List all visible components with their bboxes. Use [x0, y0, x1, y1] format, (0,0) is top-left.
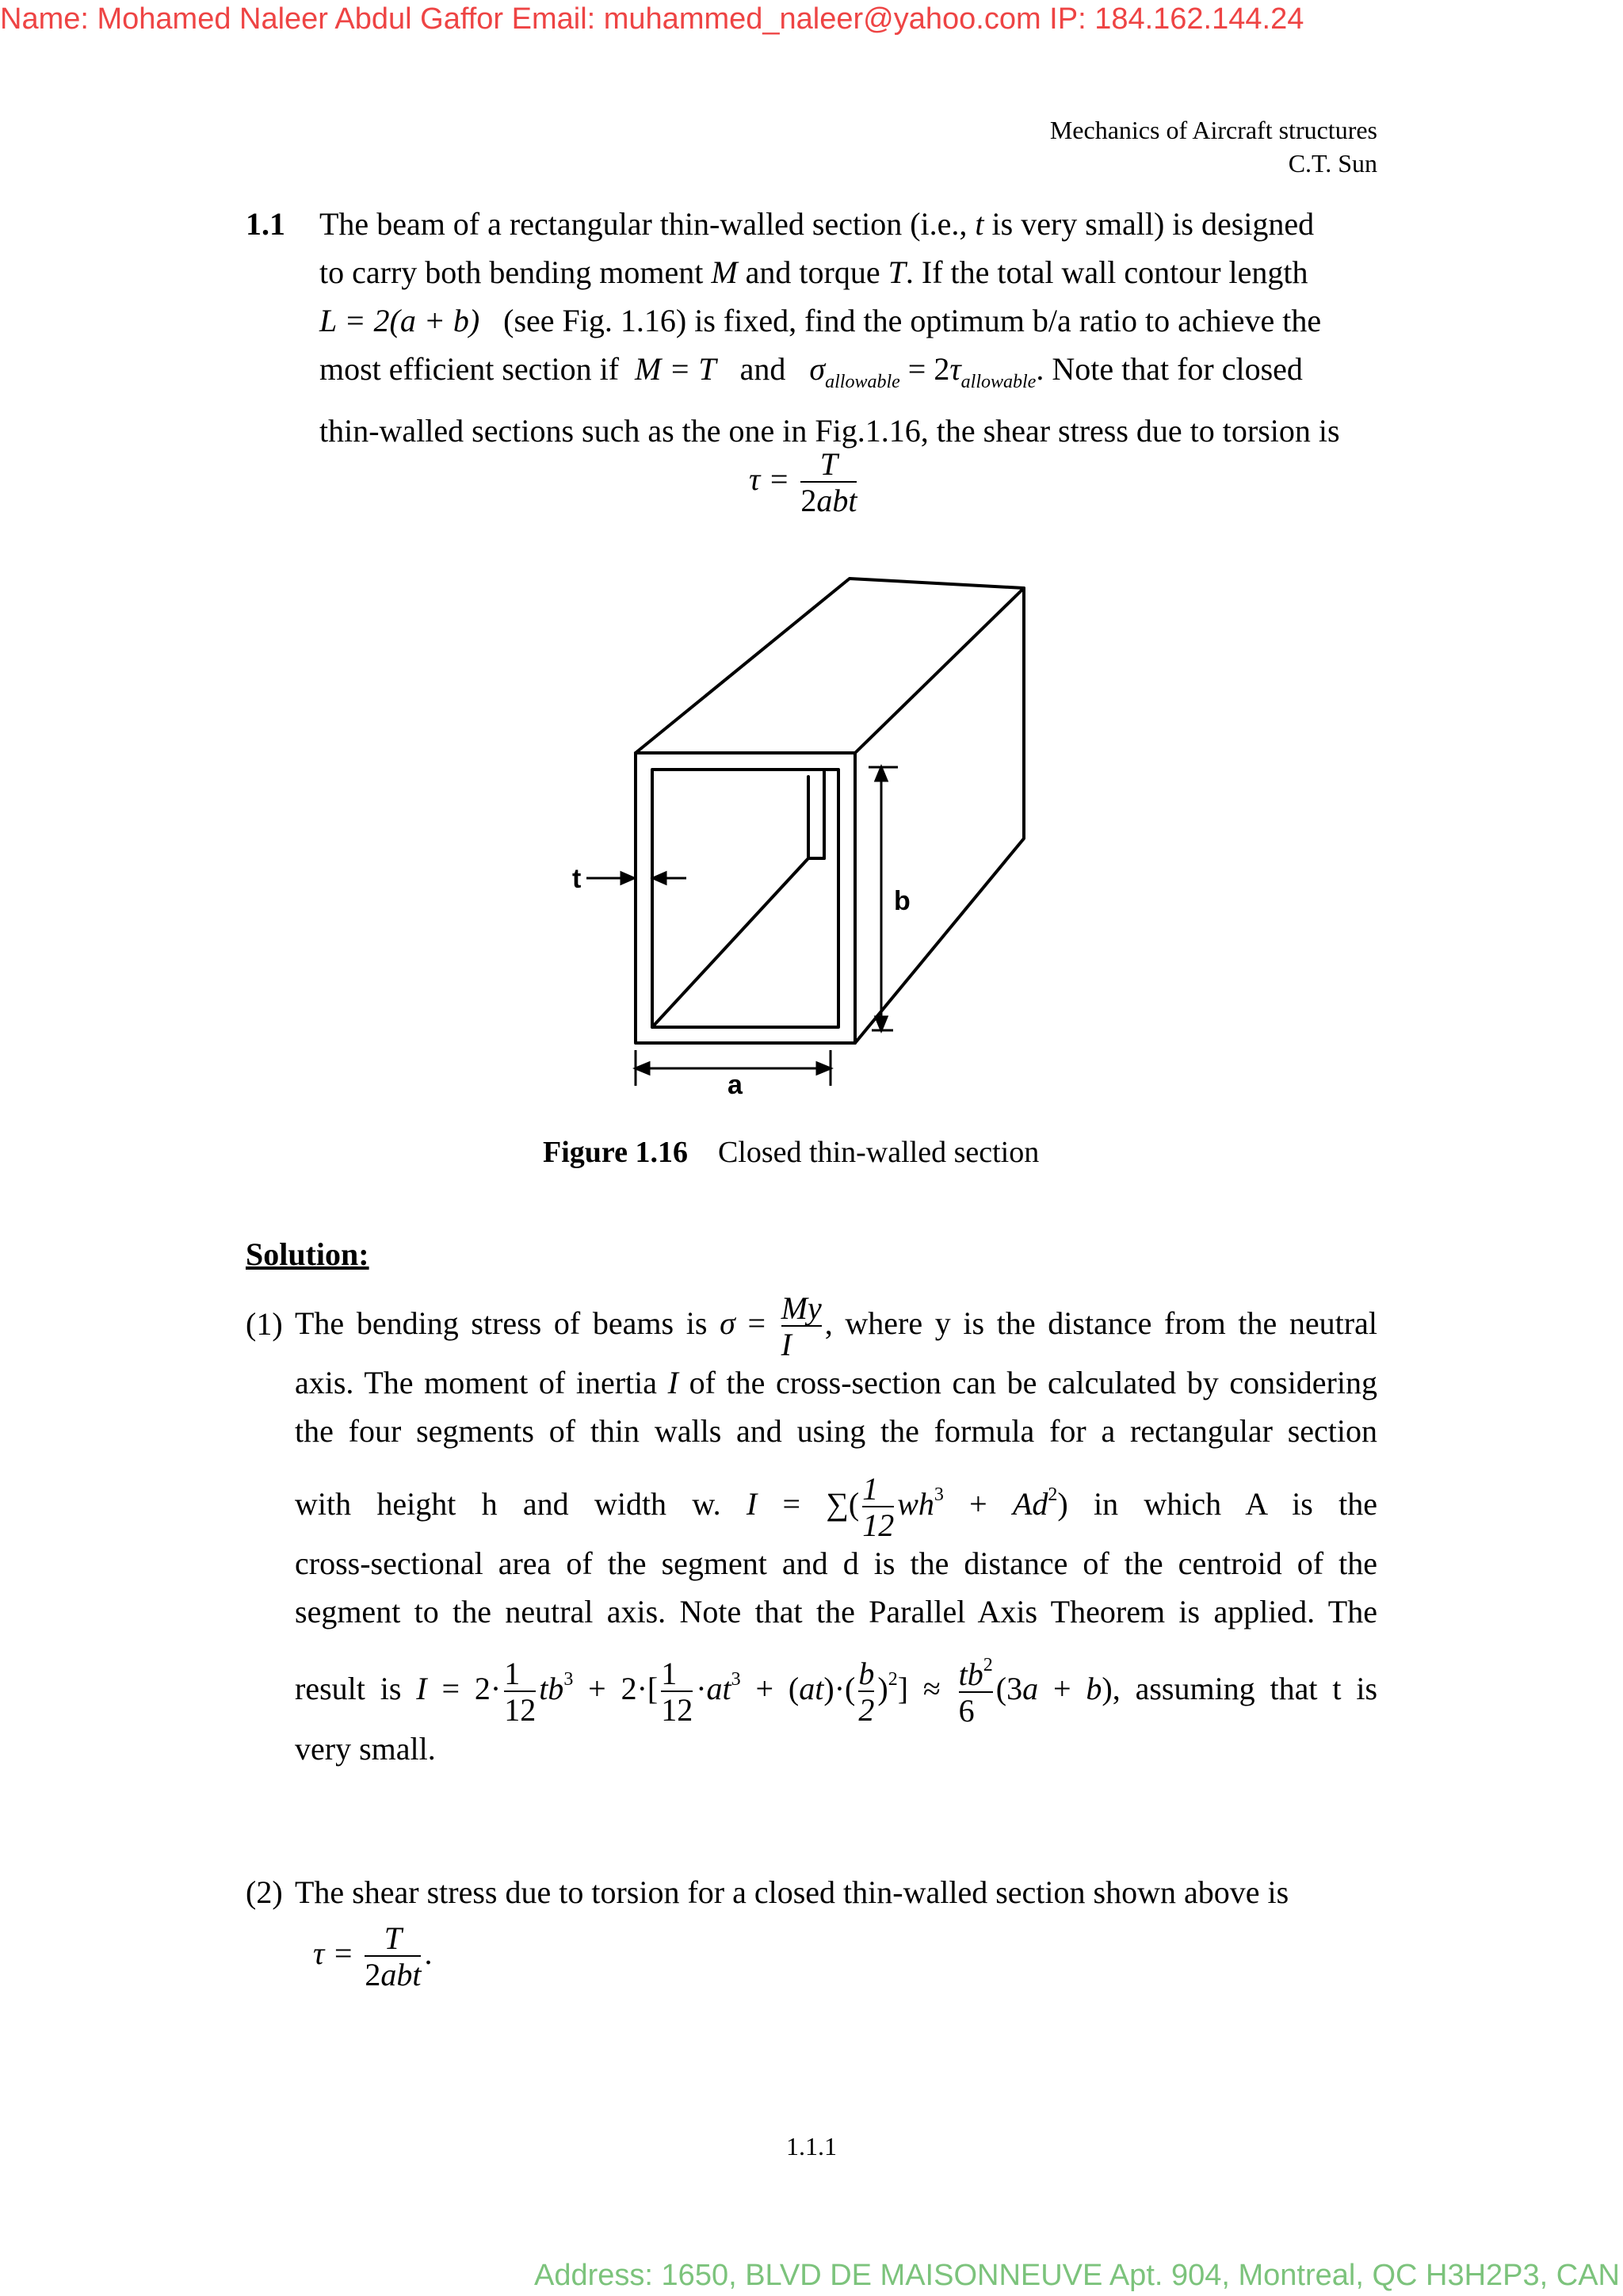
solution-step-2-number: (2) — [246, 1874, 283, 1910]
step-2-tau-end: . — [424, 1935, 433, 1972]
step-2-torsion-formula — [313, 1922, 432, 1992]
page-number: 1.1.1 — [786, 2132, 837, 2160]
step-2-tau-numerator: T — [384, 1920, 402, 1956]
tau-denominator: 2abt — [800, 483, 857, 518]
running-header — [1050, 113, 1377, 180]
step-1-line-5: cross-sectional area of the segment and d is the distance of the centroid of the — [295, 1545, 1377, 1581]
solution-step-1 — [295, 1284, 1377, 1773]
watermark-bottom: Address: 1650, BLVD DE MAISONNEUVE Apt. 904, Montreal, QC H3H2P3, CAN — [534, 2259, 1620, 2292]
step-2-tau-fraction — [365, 1922, 421, 1992]
step-1-line-7 — [295, 1636, 1377, 1733]
moment-torque-equality: M = T — [635, 351, 716, 387]
problem-line-5: thin-walled sections such as the one in Fig.1.16, the shear stress due to torsion is — [319, 413, 1340, 449]
inertia-sum-formula: I = ∑( $\frac{1}{12}$ $wh^3 + Ad^2$) — [746, 1470, 1068, 1543]
step-1-line-3: the four segments of thin walls and using the formula for a rectangular section — [295, 1413, 1377, 1449]
inertia-result-formula: I = 2· $\frac{1}{12}$ $tb^3 + 2\cdot$[ $\frac{1}{12}$ $\cdot at^3 + (at)\cdot$( $\frac{b}{2}$ )$^2$] ≈ $\frac{tb^2}{6}$ (3a + b) — [416, 1655, 1113, 1729]
problem-line-4-pre: most efficient section if — [319, 351, 620, 387]
step-1-line-8: very small. — [295, 1731, 436, 1767]
tau-fraction — [800, 448, 857, 518]
problem-number: 1.1 — [246, 206, 285, 242]
step-1-line-7-post: , assuming that t is — [1112, 1671, 1378, 1706]
step-1-pre: The bending stress of beams is — [295, 1305, 708, 1341]
problem-line-1: The beam of a rectangular thin-walled section (i.e., t is very small) is designed — [319, 206, 1315, 242]
figure-caption — [543, 1135, 1039, 1170]
step-1-line-1 — [295, 1284, 1377, 1363]
step-1-line-6: segment to the neutral axis. Note that the Parallel Axis Theorem is applied. The — [295, 1594, 1377, 1629]
step-1-line-2: axis. The moment of inertia I of the cross-section can be calculated by considering — [295, 1365, 1377, 1400]
solution-step-2-text: The shear stress due to torsion for a closed thin-walled section shown above is — [295, 1874, 1289, 1910]
label-b: b — [894, 886, 911, 916]
header-book-title: Mechanics of Aircraft structures — [1049, 116, 1377, 144]
problem-line-3-text: (see Fig. 1.16) is fixed, find the optimum b/a ratio to achieve the — [503, 303, 1322, 338]
problem-statement — [319, 200, 1381, 455]
top-face — [636, 579, 1024, 753]
step-1-line-4 — [295, 1455, 1377, 1544]
figure-caption-text: Closed thin-walled section — [717, 1136, 1040, 1169]
step-1-line-4-pre: with height h and width w. — [295, 1486, 721, 1522]
problem-line-4-and: and — [739, 351, 786, 387]
figure-closed-thin-walled-section — [555, 571, 1078, 1110]
problem-line-4-post: . Note that for closed — [1036, 351, 1303, 387]
header-author: C.T. Sun — [1288, 149, 1377, 178]
step-2-tau-denominator: 2abt — [365, 1957, 422, 1992]
bending-stress-formula: σ = $\frac{My}{I}$ — [720, 1289, 822, 1362]
allowable-stress-relation: $\sigma_{allowable} = 2\tau_{allowable}$ — [809, 351, 1037, 392]
problem-line-3 — [319, 296, 1381, 345]
problem-line-4 — [319, 345, 1381, 407]
step-2-tau-lhs: τ = — [313, 1935, 354, 1972]
step-1-line-4-post: in which A is the — [1094, 1486, 1378, 1522]
problem-line-2: to carry both bending moment M and torque T. If the total wall contour length — [319, 254, 1308, 290]
solution-step-1-number: (1) — [246, 1306, 283, 1342]
tau-lhs: τ = — [749, 461, 790, 498]
tau-numerator: T — [819, 446, 838, 482]
bending-numerator: My — [781, 1289, 822, 1326]
label-a: a — [727, 1070, 743, 1100]
solution-heading: Solution: — [246, 1236, 369, 1272]
torsion-shear-formula — [749, 448, 860, 518]
figure-caption-label: Figure 1.16 — [543, 1136, 688, 1169]
contour-length-formula: L = 2(a + b) — [319, 303, 480, 338]
watermark-top: Name: Mohamed Naleer Abdul Gaffor Email: muhammed_naleer@yahoo.com IP: 184.162.144.24 — [0, 2, 1304, 36]
step-1-line-7-pre: result is — [295, 1671, 402, 1706]
label-t: t — [572, 864, 582, 894]
front-inner-wall — [652, 770, 838, 1027]
step-1-post: , where y is the distance from the neutral — [824, 1305, 1377, 1341]
bending-denominator: I — [781, 1325, 822, 1362]
